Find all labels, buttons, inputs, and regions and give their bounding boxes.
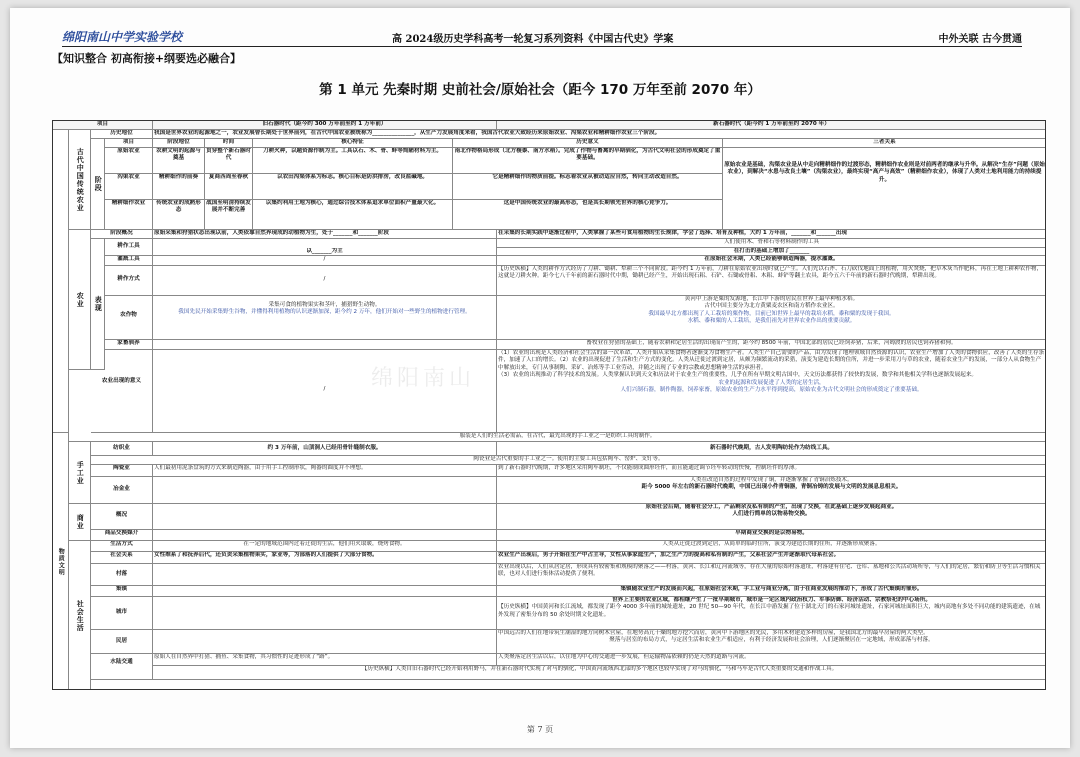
label-ancient-agriculture: 古代中国传统农业	[69, 130, 91, 230]
city-paleolithic-blank	[153, 597, 497, 630]
metallurgy-paleolithic-blank	[153, 477, 497, 504]
textile-paleolithic: 约 3 万年前，山顶洞人已经用骨针缝制衣服。	[153, 442, 497, 456]
header-motto: 中外关联 古今贯通	[938, 34, 1022, 45]
pottery-intro: 陶瓷业是古代重要的手工业之一。使用的主要工具包括陶车、窑炉、支钉等。	[91, 456, 1046, 465]
city-line-2: 【历史纵横】中国黄河和长江流域，都发现了距今 4000 多年前的城址遗址，20 世纪 50—90 年代，在长江中游发掘了位于湖北天门的石家河城址遗址，石家河城址面积巨大，城内高地有多处不同功能的建筑遗迹，在城外发现了密集分布的 50 余处时期文化遗址。	[498, 604, 1041, 618]
label-pottery: 陶瓷业	[91, 465, 153, 477]
label-agriculture: 农业	[69, 230, 91, 370]
irrigation-neolithic: 在原始社会末期，人类已经能够制造陶器，提水灌溉。	[497, 256, 1046, 266]
crops-neolithic-line-3: 我国最早北方都出现了人工栽培的粟作物，目前已知世界上最早的栽培水稻，黍和粟的发现于我国。	[648, 310, 895, 317]
label-metallurgy: 冶金业	[91, 477, 153, 504]
livestock-neolithic: 畜牧业在狩猎的基础上，随着农耕和定居生活的出现而产生的，距今约 8500 年前，中国北部的居民已经饲养猪，后来，河姆渡的居民也饲养猪和狗。	[497, 340, 1046, 350]
textile-neolithic: 新石器时代晚期，古人发明陶纺轮作为纺线工具。	[497, 442, 1046, 456]
label-material-civilization: 物质文明	[53, 433, 69, 690]
village-paleolithic-blank	[153, 564, 497, 586]
label-overview: 阶段概况	[91, 230, 153, 239]
significance-line-b: 人们兴制石器，制作陶器，饲养家畜，原始农业的生产力水平得到提高，原始农业为古代文明社会的形成奠定了重要基础。	[620, 387, 923, 394]
lifestyle-paleolithic: 在一定的地域范围内过着迁徙的生活，他们用火取暖，烧烤食物。	[153, 541, 497, 552]
commerce-line-2: 人们进行简单的以物易物交换。	[732, 511, 811, 518]
label-social-life: 社会生活	[69, 541, 91, 690]
unit-title: 第 1 单元 先秦时期 史前社会/原始社会（距今 170 万年至前 2070 年）	[319, 82, 761, 98]
label-agri-significance: 农业出现的意义	[91, 350, 153, 433]
commerce-line-1: 原始社会后期，随着社会分工，产品剩余及私有制的产生，出现了交换，在此基础上逐步发展起商业。	[645, 504, 898, 510]
label-livestock: 家畜驯养	[105, 340, 153, 350]
farming-neolithic: 【历史纵横】人类的耕作方式经历了刀耕、锄耕、犁耕三个不同阶段。距今约 1 万年前，刀耕在原始农业出现时就已产生。人们先以石斧、石刀砍伐地面上的植物，用火焚烧，把草木灰当作肥料，再在土地上耕种农作物，这就是刀耕火种。距今七八千年前的新石器时代中期，锄耕已经产生，开始出现石耜、石铲、石锄或骨耜、木耜、蚌铲等翻土农具，距今五六千年前的新石器时代晚期，犁耕出现。	[497, 266, 1046, 296]
significance-point-3: （3）农业的出现推动了科学技术的发展。人类掌握认识到天文和历法对于农业生产的重要性，几乎在所有早期文明古国中，天文历法都获得了较快的发展，数学和其他相关学科也逐渐发展起来。	[498, 372, 978, 379]
town-neolithic: 集镇随农业生产的发展而兴起，在原始社会末期，手工业与商业分离，由于在商业发展的推动下，形成了古代集镇的雏形。	[497, 586, 1046, 597]
stage-header-time: 时间	[205, 139, 253, 148]
stage-name-2: 沟渠农业	[105, 174, 153, 200]
exchange-paleolithic-blank	[153, 530, 497, 541]
city-neolithic	[497, 597, 1046, 630]
page-header	[62, 28, 1022, 50]
commerce-neolithic	[497, 504, 1046, 530]
label-farm-tools: 耕作工具	[105, 239, 153, 256]
metallurgy-line-2: 距今 5000 年左右的新石器时代晚期，中国已出现小件青铜器，青铜冶铸的发展与文明的发展息息相关。	[641, 484, 902, 491]
school-logo: 绵阳南山中学实验学校	[62, 30, 183, 44]
document-page	[10, 8, 1070, 748]
overview-neolithic: 在采集的长期实践中逐渐过程中，人类掌握了某些可食用植物的生长规律，学会了选择、培育及种植，大约 1 万年前，_______和_______出现	[497, 230, 1046, 239]
stage-name-1: 原始农业	[105, 148, 153, 174]
label-history-status: 历史地位	[91, 130, 153, 139]
housing-line-1: 中国远古的人们在地带筑生潮湿的地方同树木营屋，在地势高亢干燥的地方挖穴而居，黄河中下游地区的先民，多用木材建造多样的房屋，是我国北方的最早房屋的两大类型。	[498, 630, 929, 636]
lifestyle-neolithic: 人类从迁徙过渡到定居，从简单的临时住所，演变为建造长期的住所，并逐渐形成聚落。	[497, 541, 1046, 552]
watermark: 绵阳南山	[371, 366, 476, 391]
significance-point-1: （1）农业的出现是人类经济和社会生活的第一次革命，人类开始从采集食物者逐渐变为食物生产者。人类生产自己需要的产品，由为发现了地理领域自然资源的认识，农业生产增加了人类的食物供应，改善了人类的生存条件，加速了人口的增长。（2）农业的出现促进了生活和生产方式的变化。人类从迁徙过渡到定居，从颇为频繁流动的采猎，演变为建造长期的住所，并进一步采用刀与草的农业，随着农业生产的发展，一部分人从食物生产中解放出来，专门从事制陶、采矿、冶炼等手工业劳动，并随之出现了专业的宗教或思想精神生活的承担者。	[498, 350, 1045, 371]
stage-meaning-2: 它是精耕细作的物质前提。标志着农业从被动适应自然，转向主动改造自然。	[453, 174, 723, 200]
stage-header-feature: 核心特征	[253, 139, 453, 148]
col-header-paleolithic: 旧石器时代（距今约 300 万年前至约 1 万年前）	[153, 121, 497, 130]
header-title: 高 2024级历史学科高考一轮复习系列资料《中国古代史》学案	[392, 34, 674, 45]
label-textile: 纺织业	[91, 442, 153, 456]
stage-name-3: 精耕细作农业	[105, 200, 153, 230]
crops-neolithic-line-2: 古代中国主要分为北方黄粟麦农区和南方稻作农业区。	[704, 303, 839, 310]
transport-note: 【历史纵横】人类自旧石器时代已经开始利用野马，并在新石器时代实现了对马的驯化，中国黄河流域西北部的多个地区也较早实现了对马的驯化，马和马车是古代人类重要的交通和作战工具。	[153, 666, 1046, 680]
stage-header-meaning: 历史意义	[453, 139, 723, 148]
stage-meaning-1: 南北作物格局形成（北方稷黍、南方水稻）。完成了作物与畜禽的早期驯化，为古代文明社会的形成奠定了重要基础。	[453, 148, 723, 174]
label-city: 城市	[91, 597, 153, 630]
stage-position-1: 农耕文明的起源与奠基	[153, 148, 205, 174]
commerce-paleolithic-blank	[153, 504, 497, 530]
stage-relation: 原始农业是基础，沟渠农业是从中走向精耕细作的过渡形态，精耕细作农业则是对前两者的继承与升华。从解决“生存”问题（原始农业），到解决“水患与改良土壤”（沟渠农业），最终实现“高产与高效”（精耕细作农业），体现了人类对土地利用能力的持续提升。	[723, 148, 1046, 230]
label-town: 集镇	[91, 586, 153, 597]
label-social-relations: 社会关系	[91, 552, 153, 564]
col-header-neolithic: 新石器时代（距今约 1 万年前至约 2070 年）	[497, 121, 1046, 130]
col-header-item: 项目	[53, 121, 153, 130]
tools-paleolithic: 以_______为主	[153, 248, 497, 256]
label-performance: 表现	[91, 239, 105, 370]
tools-neolithic-top: 人们使用木、骨和石等材料制作的工具	[497, 239, 1046, 248]
pottery-paleolithic: 人们最初用泥条盘筑的方式来制造陶器，由于用手工控制形状，陶器的圆度并不理想。	[153, 465, 497, 477]
label-farming-method: 耕作方式	[105, 266, 153, 296]
crops-neolithic-line-4: 水稻、黍和粟的人工栽培，是我们祖先对世界农业作出的重要贡献。	[687, 318, 856, 325]
city-line-1: 世界上主要的农业区域，都相继产生了一批早期城市，城市是一定区域内政治权力、军事防御、经济活动、宗教祭祀的中心场所。	[612, 597, 931, 603]
label-crops: 农作物	[105, 296, 153, 340]
crops-paleolithic	[153, 296, 497, 340]
page-number: 第 7 页	[526, 725, 554, 734]
history-status-text: 我国是世界农业的起源地之一，农业发展曾长期处于世界前列，在古代中国农业被统称为_______________，从生产力发展角度来看，我国古代农业大致经历来原始农业、沟渠农业和精耕细作农业三个阶段。	[153, 130, 1046, 139]
social-neolithic: 农业生产出现后，男子开始在生产中占主导，女性从事家庭生产，加之生产力的提高和私有制的产生，父系社会产生并逐渐取代母系社会。	[497, 552, 1046, 564]
town-paleolithic-blank	[153, 586, 497, 597]
transport-paleolithic: 原始人在自然界中打猎、捕鱼、采集食物，其习惯性的足迹形成了“路”。	[153, 654, 497, 666]
stage-time-1: 贯穿整个新石器时代	[205, 148, 253, 174]
stage-feature-1: 刀耕火种，以题资源作制为主。工具以石、木、骨、蚌等简陋材料为主。	[253, 148, 453, 174]
exchange-neolithic: 早期商业交换的是以物易物。	[497, 530, 1046, 541]
table-bottom-spacer	[91, 680, 1046, 690]
farming-paleolithic: /	[153, 266, 497, 296]
crops-paleolithic-line-1: 采集可食的植物果实和茎叶，捕猎野生动物。	[268, 302, 381, 308]
stage-position-3: 传统农业的成熟形态	[153, 200, 205, 230]
village-neolithic: 农业出现以后，人们从居定居，形成具有较密集和规模的聚落之——村落，黄河、长江和辽河流域等，存在大量的原始村落遗址，村落建有住宅、仓库、墓地和公共活动场所等，与人们的定居，繁衍和防卫等生活习惯相关联，也对人们进行集体活动提供了便利。	[497, 564, 1046, 586]
metallurgy-line-1: 人类在改造自然的过程中发现了铜，并逐渐掌握了青铜冶炼技术。	[690, 477, 853, 483]
overview-paleolithic: 原始采集和狩猎状态出现以前，人类依靠自然界现成的动植物为生，处于_______和_______阶段	[153, 230, 497, 239]
label-commerce-overview: 概况	[91, 504, 153, 530]
stage-meaning-3: 这是中国传统农业的最高形态，也是其长期领先世界的核心竞争力。	[453, 200, 723, 230]
crops-neolithic	[497, 296, 1046, 340]
stage-position-2: 精耕细作的前奏	[153, 174, 205, 200]
significance-neolithic	[497, 350, 1046, 433]
label-commerce: 商业	[69, 504, 91, 541]
irrigation-paleolithic: /	[153, 256, 497, 266]
label-stage: 阶段	[91, 139, 105, 230]
cell-blank-left	[53, 130, 69, 433]
label-irrigation-tools: 灌溉工具	[105, 256, 153, 266]
knowledge-table	[52, 120, 1046, 690]
housing-line-2: 聚落与居室的布局方式，与定居生活和农业生产相适应，有利于经济发展和社会治理，人们逐渐聚居在一定地域，形成部落与村落。	[609, 637, 934, 644]
pottery-neolithic: 到了新石器时代晚期，许多地区采用陶车制坯，不仅能制成圆形坯件，而且能通过调节坯车转动的快慢，控制坯件的厚薄。	[497, 465, 1046, 477]
label-transport: 水陆交通	[91, 654, 153, 680]
crops-paleolithic-line-2: 我国先民开始采集野生谷物，并懂得利用植物的认识逐渐加深，距今约 2 万年，他们开始对一些野生的植物进行管理。	[178, 309, 471, 316]
stage-time-3: 战国至明清持续发展并不断完善	[205, 200, 253, 230]
label-village: 村落	[91, 564, 153, 586]
stage-header-position: 阶段地位	[153, 139, 205, 148]
stage-feature-3: 以集约利用土地为核心，通过综合技术体系追求单位面积产量最大化。	[253, 200, 453, 230]
tools-neolithic: 在打击的基础上增加了_______	[497, 248, 1046, 256]
craft-intro: 服装是人们的生活必需品，在古代，最先出现的手工业之一是纺织工具的制作。	[69, 433, 1046, 442]
section-tagline: 【知识整合 初高衔接+纲要选必融合】	[52, 52, 242, 65]
stage-time-2: 夏商西周至春秋	[205, 174, 253, 200]
label-lifestyle: 生活方式	[91, 541, 153, 552]
transport-neolithic: 人类聚落定居生活以后，以住地为中心的交通进一步发展，但运输物品依赖的仍是天然的道路与河流。	[497, 654, 1046, 666]
crops-neolithic-line-1: 黄河中上游是粟的发源地，长江中下游的居民在世界上最早种植水稻。	[684, 296, 859, 302]
housing-neolithic	[497, 630, 1046, 654]
cell-livestock-blank	[153, 340, 497, 350]
housing-paleolithic-blank	[153, 630, 497, 654]
stage-feature-2: 以农田沟渠体系为标志。核心目标是防洪排涝，改良盐碱地。	[253, 174, 453, 200]
label-housing: 民居	[91, 630, 153, 654]
header-rule	[62, 46, 1022, 47]
significance-paleolithic: /	[153, 350, 497, 433]
label-exchange-medium: 商品交换媒介	[91, 530, 153, 541]
stage-header-item: 项目	[105, 139, 153, 148]
metallurgy-neolithic	[497, 477, 1046, 504]
stage-header-relation: 三者关系	[723, 139, 1046, 148]
social-paleolithic: 女性维系了和抚养后代，还负责采集植物果实，家业等，为部落的人们提供了大部分食物。	[153, 552, 497, 564]
significance-line-a: 农业的起源和发展促进了人类的定居生活，	[718, 379, 825, 386]
label-handicraft: 手工业	[69, 442, 91, 504]
